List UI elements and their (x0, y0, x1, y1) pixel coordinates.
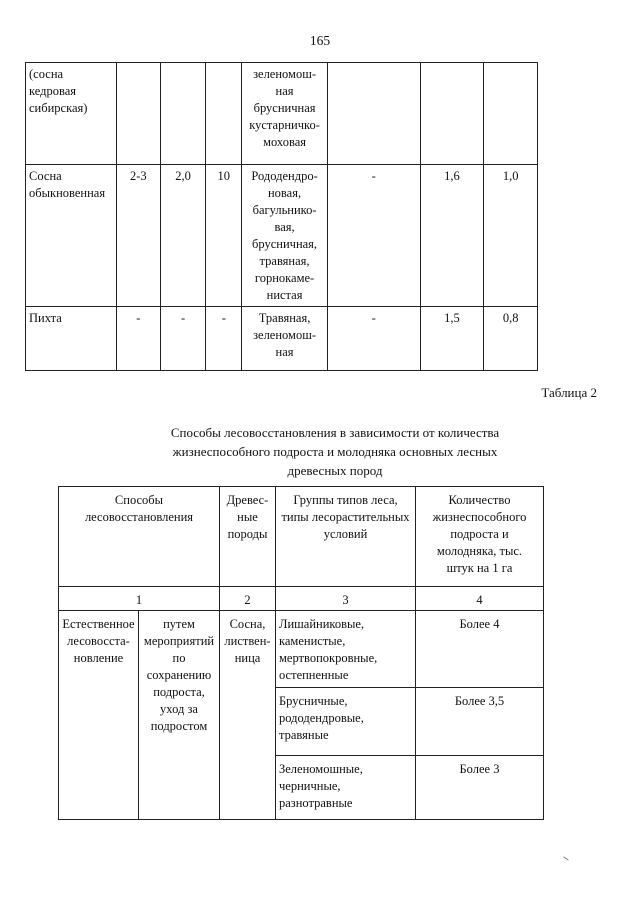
method-main: Естественное лесовосста- новление (59, 611, 139, 820)
value-cell (484, 63, 538, 165)
header-quantity: Количество жизнеспособного подроста и молодняка, тыс. штук на 1 га (416, 487, 544, 587)
value-cell (206, 63, 242, 165)
species-value: Сосна, листвен- ница (220, 611, 276, 820)
column-number: 1 (59, 587, 220, 611)
column-number: 4 (416, 587, 544, 611)
table-row (26, 165, 538, 307)
forest-type-cell: Травяная, зеленомош- ная (242, 307, 328, 371)
value-cell: - (327, 165, 420, 307)
species-cell: (сосна кедровая сибирская) (26, 63, 117, 165)
value-cell (116, 63, 160, 165)
value-cell: - (206, 307, 242, 371)
value-cell: 1,5 (420, 307, 484, 371)
table-1-continuation (25, 62, 538, 371)
header-methods: Способы лесовосстановления (59, 487, 220, 587)
table-2-label: Таблица 2 (541, 385, 597, 400)
page-number: 165 (309, 33, 331, 48)
forest-groups-cell: Брусничные, рододендровые, травяные (276, 688, 416, 756)
quantity-cell: Более 3 (416, 756, 544, 820)
value-cell: 2-3 (116, 165, 160, 307)
caption-line: древесных пород (287, 463, 383, 478)
value-cell (420, 63, 484, 165)
value-cell: 1,6 (420, 165, 484, 307)
value-cell: 10 (206, 165, 242, 307)
value-cell: 0,8 (484, 307, 538, 371)
value-cell (327, 63, 420, 165)
table-2-number-row (59, 587, 544, 611)
table-row (59, 611, 544, 688)
species-cell: Сосна обыкновенная (26, 165, 117, 307)
table-2 (58, 486, 544, 820)
caption-line: Способы лесовосстановления в зависимости от количества (170, 425, 500, 440)
scan-mark (563, 856, 568, 860)
value-cell: - (160, 307, 205, 371)
table-2-header-row (59, 487, 544, 587)
quantity-cell: Более 4 (416, 611, 544, 688)
table-2-caption (100, 423, 570, 480)
header-forest-groups: Группы типов леса, типы лесорастительных условий (276, 487, 416, 587)
forest-type-cell: зеленомош- ная брусничная кустарничко- моховая (242, 63, 328, 165)
value-cell (160, 63, 205, 165)
column-number: 2 (220, 587, 276, 611)
quantity-cell: Более 3,5 (416, 688, 544, 756)
forest-groups-cell: Зеленомошные, черничные, разнотравные (276, 756, 416, 820)
forest-groups-cell: Лишайниковые, каменистые, мертвопокровные, остепненные (276, 611, 416, 688)
table-row (26, 307, 538, 371)
column-number: 3 (276, 587, 416, 611)
header-species: Древес- ные породы (220, 487, 276, 587)
method-detail: путем мероприятий по сохранению подроста, уход за подростом (139, 611, 220, 820)
value-cell: - (327, 307, 420, 371)
species-cell: Пихта (26, 307, 117, 371)
value-cell: 2,0 (160, 165, 205, 307)
value-cell: 1,0 (484, 165, 538, 307)
forest-type-cell: Рододендро- новая, багульнико- вая, брусничная, травяная, горнокаме- нистая (242, 165, 328, 307)
caption-line: жизнеспособного подроста и молодняка основных лесных (172, 444, 498, 459)
table-row (26, 63, 538, 165)
value-cell: - (116, 307, 160, 371)
